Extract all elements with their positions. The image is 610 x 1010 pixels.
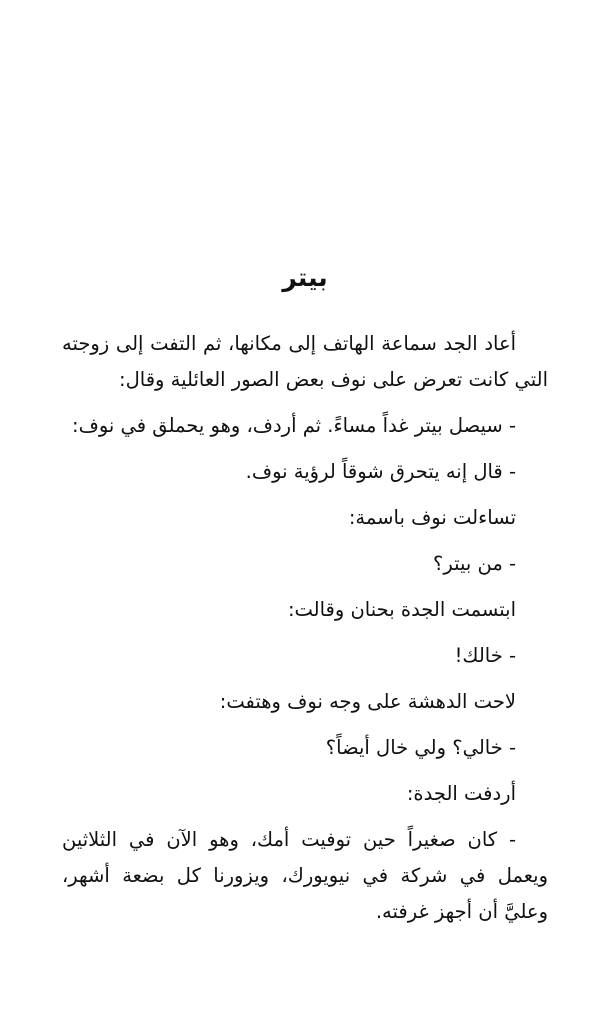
dialogue-line: - كان صغيراً حين توفيت أمك، وهو الآن في الثلاثين ويعمل في شركة في نيويورك، ويزورنا كل بضعة أشهر، وعليَّ أن أجهز غرفته. [62, 828, 548, 923]
paragraph: أردفت الجدة: [406, 782, 516, 805]
paragraph: ابتسمت الجدة بحنان وقالت: [287, 598, 516, 621]
dialogue-line: - من بيتر؟ [432, 552, 516, 575]
paragraph: لاحت الدهشة على وجه نوف وهتفت: [219, 690, 516, 713]
paragraph: أعاد الجد سماعة الهاتف إلى مكانها، ثم التفت إلى زوجته التي كانت تعرض على نوف بعض الصور العائلية وقال: [62, 332, 548, 391]
paragraph: تساءلت نوف باسمة: [348, 506, 516, 529]
dialogue-line: - خالي؟ ولي خال أيضاً؟ [325, 736, 516, 759]
dialogue-line: - سيصل بيتر غداً مساءً. ثم أردف، وهو يحملق في نوف: [72, 414, 516, 437]
story-text [62, 326, 548, 940]
chapter-title: بيتر [282, 263, 328, 292]
dialogue-line: - قال إنه يتحرق شوقاً لرؤية نوف. [245, 460, 516, 483]
dialogue-line: - خالك! [454, 644, 516, 667]
